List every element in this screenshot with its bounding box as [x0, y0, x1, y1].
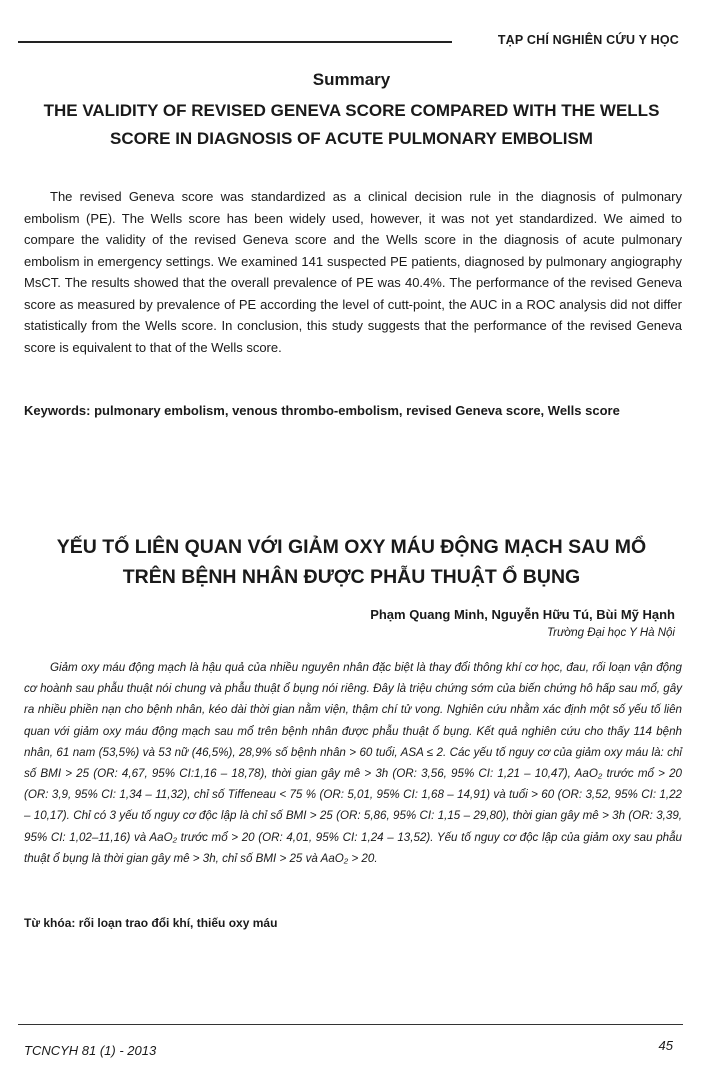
english-keywords-list: pulmonary embolism, venous thrombo-embolism, revised Geneva score, Wells score	[94, 403, 620, 418]
english-keywords	[24, 400, 682, 421]
footer-journal-citation: TCNCYH 81 (1) - 2013	[24, 1043, 157, 1058]
english-keywords-label: Keywords:	[24, 403, 91, 418]
summary-heading: Summary	[312, 70, 391, 89]
article-affiliation: Trường Đại học Y Hà Nội	[546, 627, 675, 639]
english-title: THE VALIDITY OF REVISED GENEVA SCORE COMPARED WITH THE WELLS SCORE IN DIAGNOSIS OF ACUTE PULMONARY EMBOLISM	[43, 101, 660, 148]
article-title: YẾU TỐ LIÊN QUAN VỚI GIẢM OXY MÁU ĐỘNG MẠCH SAU MỔ TRÊN BỆNH NHÂN ĐƯỢC PHẪU THUẬT Ổ BỤNG	[56, 536, 647, 588]
vietnamese-keywords-list: rối loạn trao đổi khí, thiếu oxy máu	[78, 916, 278, 930]
page-number: 45	[658, 1038, 673, 1053]
article-authors: Phạm Quang Minh, Nguyễn Hữu Tú, Bùi Mỹ Hạnh	[370, 607, 675, 622]
journal-header-title: TẠP CHÍ NGHIÊN CỨU Y HỌC	[497, 33, 679, 47]
english-abstract: The revised Geneva score was standardized as a clinical decision rule in the diagnosis of pulmonary embolism (PE). The Wells score has been widely used, however, it was not yet standardized. We aimed to compare the validity of the revised Geneva score and the Wells score in the diagnosis of acute pulmonary embolism in emergency settings. We examined 141 suspected PE patients, diagnosed by pulmonary angiography MsCT. The results showed that the overall prevalence of PE was 40.4%. The performance of the revised Geneva score as measured by prevalence of PE according the level of cutt-point, the AUC in a ROC analysis did not differ statistically from the Wells score. In conclusion, this study suggests that the performance of the revised Geneva score is equivalent to that of the Wells score.	[24, 189, 682, 355]
vietnamese-keywords	[24, 916, 682, 930]
header-rule	[18, 41, 452, 43]
vietnamese-abstract: Giảm oxy máu động mạch là hậu quả của nhiều nguyên nhân đặc biệt là thay đổi thông khí cơ học, đau, rối loạn vận động cơ hoành sau phẫu thuật nói chung và phẫu thuật ổ bụng nói riêng. Đây là triệu chứng sớm của biến chứng hô hấp sau mổ, gây ra nhiều phiền nạn cho bệnh nhân, kéo dài thời gian nằm viện, thậm chí tử vong. Nghiên cứu nhằm xác định một số yếu tố liên quan với giảm oxy máu động mạch sau mổ trên bệnh nhân được phẫu thuật ổ bụng. Kết quả nghiên cứu cho thấy 114 bệnh nhân, 61 nam (53,5%) và 53 nữ (46,5%), 28,9% số bệnh nhân > 60 tuổi, ASA ≤ 2. Các yếu tố nguy cơ của giảm oxy máu là: chỉ số BMI > 25 (OR: 4,67, 95% CI:1,16 – 18,78), thời gian gây mê > 3h (OR: 3,56, 95% CI: 1,21 – 10,47), AaO₂ trước mổ > 20 (OR: 3,9, 95% CI: 1,34 – 11,32), chỉ số Tiffeneau < 75 % (OR: 5,01, 95% CI: 1,68 – 14,91) và tuổi > 60 (OR: 3,52, 95% CI: 1,22 – 10,17). Chỉ có 3 yếu tố nguy cơ độc lập là chỉ số BMI > 25 (OR: 5,86, 95% CI: 1,15 – 29,80), thời gian gây mê > 3h (OR: 3,39, 95% CI: 1,02–11,16) và AaO₂ trước mổ > 20 (OR: 4,01, 95% CI: 1,24 – 13,52). Yếu tố nguy cơ độc lập của giảm oxy sau phẫu thuật ổ bụng là thời gian gây mê > 3h, chỉ số BMI > 25 và AaO₂ > 20.	[24, 661, 682, 865]
vietnamese-keywords-label: Từ khóa:	[24, 916, 76, 930]
footer-rule	[18, 1024, 683, 1025]
